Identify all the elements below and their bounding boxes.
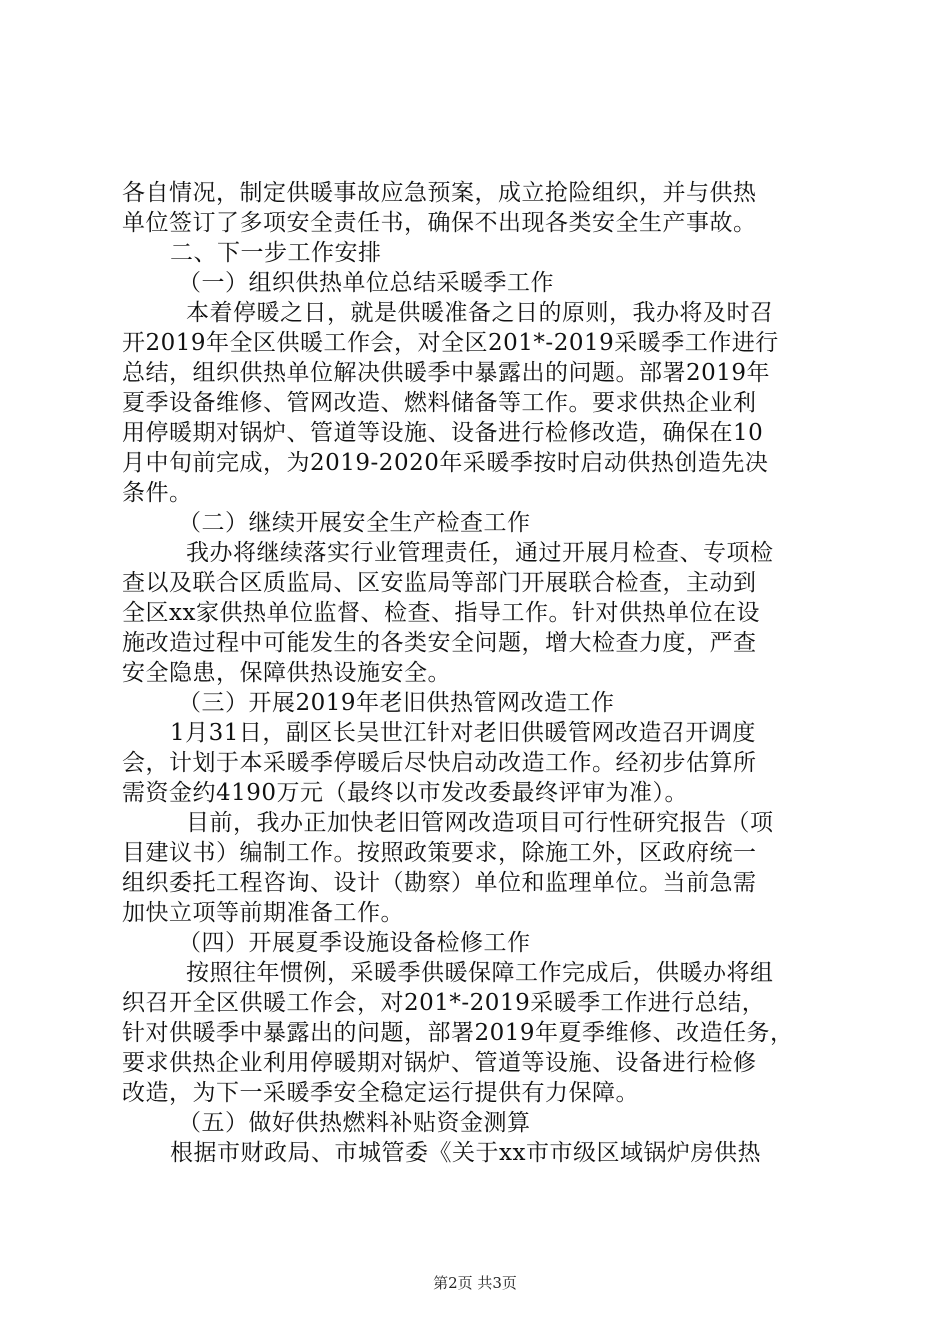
text-line: 全区xx家供热单位监督、检查、指导工作。针对供热单位在设 (122, 600, 760, 626)
text-line: 查以及联合区质监局、区安监局等部门开展联合检查，主动到 (122, 570, 757, 596)
subsection-heading: （一）组织供热单位总结采暖季工作 (178, 270, 554, 296)
page-number-footer: 第2页 共3页 (433, 1274, 517, 1292)
text-line: 会，计划于本采暖季停暖后尽快启动改造工作。经初步估算所 (122, 750, 757, 776)
text-line: 目前，我办正加快老旧管网改造项目可行性研究报告（项 (186, 810, 774, 836)
text-line: 开2019年全区供暖工作会，对全区201*-2019采暖季工作进行 (122, 330, 779, 356)
text-line: 各自情况，制定供暖事故应急预案，成立抢险组织，并与供热 (122, 180, 757, 206)
subsection-heading: （五）做好供热燃料补贴资金测算 (178, 1110, 531, 1136)
subsection-heading: （四）开展夏季设施设备检修工作 (178, 930, 531, 956)
document-body (122, 178, 834, 1168)
text-line: 施改造过程中可能发生的各类安全问题，增大检查力度，严查 (122, 630, 757, 656)
text-line: 加快立项等前期准备工作。 (122, 900, 404, 926)
text-line: 根据市财政局、市城管委《关于xx市市级区域锅炉房供热 (170, 1140, 761, 1166)
subsection-heading: （三）开展2019年老旧供热管网改造工作 (178, 690, 615, 716)
text-line: 安全隐患，保障供热设施安全。 (122, 660, 451, 686)
text-line: 织召开全区供暖工作会，对201*-2019采暖季工作进行总结， (122, 990, 766, 1016)
text-line: 要求供热企业利用停暖期对锅炉、管道等设施、设备进行检修 (122, 1050, 757, 1076)
text-line: 组织委托工程咨询、设计（勘察）单位和监理单位。当前急需 (122, 870, 757, 896)
text-line: 月中旬前完成，为2019-2020年采暖季按时启动供热创造先决 (122, 450, 769, 476)
section-heading: 二、下一步工作安排 (170, 240, 382, 266)
text-line: 需资金约4190万元（最终以市发改委最终评审为准）。 (122, 780, 689, 806)
text-line: 按照往年惯例，采暖季供暖保障工作完成后，供暖办将组 (186, 960, 774, 986)
text-line: 用停暖期对锅炉、管道等设施、设备进行检修改造，确保在10 (122, 420, 764, 446)
text-line: 总结，组织供热单位解决供暖季中暴露出的问题。部署2019年 (122, 360, 771, 386)
text-line: 针对供暖季中暴露出的问题，部署2019年夏季维修、改造任务， (122, 1020, 794, 1046)
text-line: 1月31日，副区长吴世江针对老旧供暖管网改造召开调度 (170, 720, 756, 746)
text-line: 改造，为下一采暖季安全稳定运行提供有力保障。 (122, 1080, 639, 1106)
text-line: 本着停暖之日，就是供暖准备之日的原则，我办将及时召 (186, 300, 774, 326)
text-line: 我办将继续落实行业管理责任，通过开展月检查、专项检 (186, 540, 774, 566)
text-line: 夏季设备维修、管网改造、燃料储备等工作。要求供热企业利 (122, 390, 757, 416)
subsection-heading: （二）继续开展安全生产检查工作 (178, 510, 531, 536)
text-line: 目建议书）编制工作。按照政策要求，除施工外，区政府统一 (122, 840, 757, 866)
text-line: 条件。 (122, 480, 193, 506)
text-line: 单位签订了多项安全责任书，确保不出现各类安全生产事故。 (122, 210, 757, 236)
